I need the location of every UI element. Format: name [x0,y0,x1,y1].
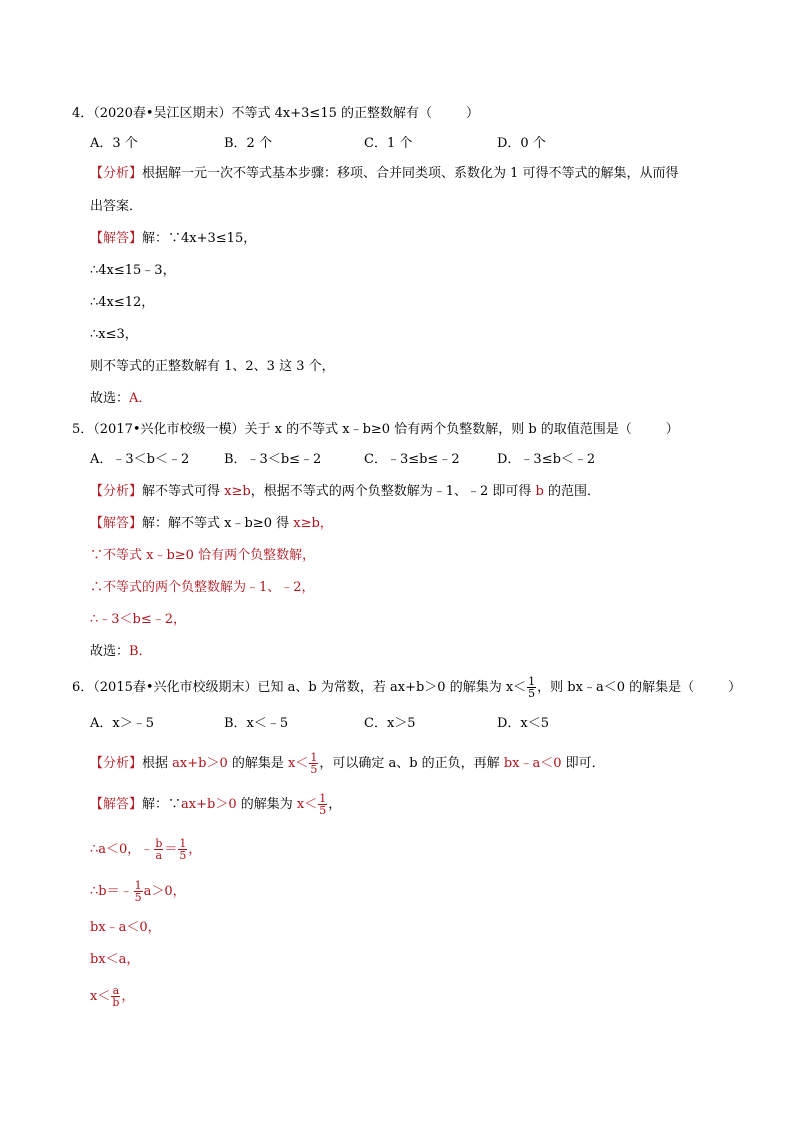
q4-option-b: B．2 个 [224,136,272,151]
q5-answer: 【解答】解：解不等式 x﹣b≥0 得 x≥b， [90,516,333,531]
q6-step-3: bx﹣a＜0， [90,920,161,935]
q4-step-3: ∴x≤3， [90,327,138,342]
analysis-label: 【分析】 [90,166,143,181]
fraction: $\frac{1}{5}$ [528,675,536,700]
q5-option-d: D．﹣3≤b＜﹣2 [497,452,596,467]
q6-stem: 6．（2015春•兴化市校级期末）已知 a、b 为常数，若 ax+b＞0 的解集为 x＜ $\frac{1}{5}$ ，则 bx﹣a＜0 的解集是（ ） [72,675,742,700]
q4-analysis: 【分析】根据解一元一次不等式基本步骤：移项、合并同类项、系数化为 1 可得不等式的解集，从而得 [90,166,679,181]
q5-step-1: ∵不等式 x﹣b≥0 恰有两个负整数解， [90,548,316,563]
q5-step-3: ∴﹣3＜b≤﹣2， [90,612,187,627]
q4-stem: 4．（2020春•吴江区期末）不等式 4x+3≤15 的正整数解有（ ） [72,106,480,121]
q5-option-a: A．﹣3＜b＜﹣2 [90,452,190,467]
q6-option-c: C．x＞5 [364,716,416,731]
q5-option-c: C．﹣3≤b≤﹣2 [364,452,460,467]
q6-step-1: ∴a＜0，﹣ $\frac{b}{a}$ ＝ $\frac{1}{5}$ ， [90,837,202,862]
q4-answer: 【解答】解：∵4x+3≤15， [90,231,257,246]
q4-choice: 故选：A． [90,391,152,406]
q6-answer: 【解答】解：∵ax+b＞0 的解集为 x＜ $\frac{1}{5}$ ， [90,792,342,817]
q5-option-b: B．﹣3＜b≤﹣2 [224,452,322,467]
q4-step-1: ∴4x≤15﹣3， [90,263,176,278]
q4-analysis-cont: 出答案． [90,199,143,214]
q6-step-5: x＜ $\frac{a}{b}$ ， [90,984,135,1009]
q4-step-2: ∴4x≤12， [90,295,155,310]
fraction: $\frac{b}{a}$ [155,837,163,862]
fraction: $\frac{a}{b}$ [112,984,120,1009]
q4-option-a: A．3 个 [90,136,138,151]
fraction: $\frac{1}{5}$ [134,879,142,904]
q5-choice: 故选：B． [90,644,152,659]
answer-label: 【解答】 [90,797,143,812]
q6-option-a: A．x＞﹣5 [90,716,154,731]
fraction: $\frac{1}{5}$ [319,792,327,817]
answer-label: 【解答】 [90,516,143,531]
q6-step-4: bx＜a， [90,952,140,967]
q5-analysis: 【分析】解不等式可得 x≥b，根据不等式的两个负整数解为﹣1、﹣2 即可得 b 的范围． [90,484,600,499]
analysis-label: 【分析】 [90,756,143,771]
q6-option-d: D．x＜5 [497,716,550,731]
q6-step-2: ∴b＝﹣ $\frac{1}{5}$ a＞0， [90,879,186,904]
q5-stem: 5．（2017•兴化市校级一模）关于 x 的不等式 x﹣b≥0 恰有两个负整数解，则 b 的取值范围是（ ） [72,422,679,437]
answer-label: 【解答】 [90,231,143,246]
q6-analysis: 【分析】根据 ax+b＞0 的解集是 x＜ $\frac{1}{5}$ ，可以确定 a、b 的正负，再解 bx﹣a＜0 即可． [90,751,605,776]
fraction: $\frac{1}{5}$ [179,837,187,862]
q6-option-b: B．x＜﹣5 [224,716,289,731]
q4-option-d: D．0 个 [497,136,546,151]
fraction: $\frac{1}{5}$ [310,751,318,776]
q5-step-2: ∴不等式的两个负整数解为﹣1、﹣2， [90,580,315,595]
q4-step-4: 则不等式的正整数解有 1、2、3 这 3 个， [90,359,335,374]
q4-option-c: C．1 个 [364,136,413,151]
analysis-label: 【分析】 [90,484,143,499]
